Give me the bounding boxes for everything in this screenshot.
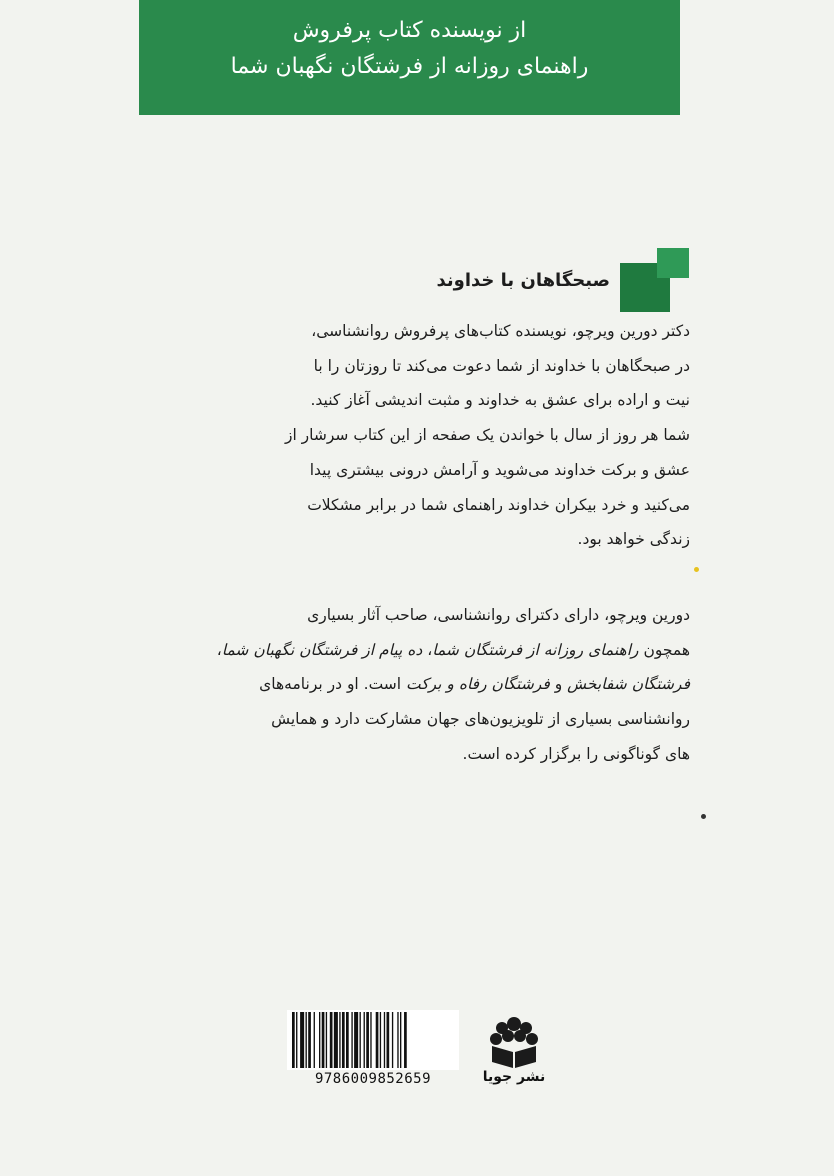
book-title: فرشتگان شفابخش bbox=[567, 675, 690, 694]
section-squares-icon bbox=[620, 248, 690, 312]
banner-line-2: راهنمای روزانه از فرشتگان نگهبان شما bbox=[230, 54, 589, 79]
bio-line: همچون راهنمای روزانه از فرشتگان شما، ده پیام از فرشتگان نگهبان شما، bbox=[216, 640, 690, 659]
barcode-number: 9786009852659 bbox=[314, 1071, 432, 1087]
paragraph-line: در صبحگاهان با خداوند از شما دعوت می‌کند تا روزتان را با bbox=[313, 356, 690, 375]
section-title: صبحگاهان با خداوند bbox=[436, 270, 610, 291]
banner-line-1: از نویسنده کتاب پرفروش bbox=[292, 18, 527, 43]
author-bio-paragraph bbox=[150, 598, 690, 772]
paragraph-line: شما هر روز از سال با خواندن یک صفحه از این کتاب سرشار از bbox=[284, 426, 690, 445]
paragraph-line: زندگی خواهد بود. bbox=[577, 530, 690, 549]
paragraph-line: می‌کنید و خرد بیکران خداوند راهنمای شما در برابر مشکلات bbox=[307, 495, 690, 514]
paragraph-line: دکتر دورین ویرچو، نویسنده کتاب‌های پرفروش روانشناسی، bbox=[311, 322, 690, 340]
bio-line: دورین ویرچو، دارای دکترای روانشناسی، صاحب آثار بسیاری bbox=[307, 606, 690, 624]
book-title: ده پیام از فرشتگان نگهبان شما bbox=[221, 640, 423, 659]
bio-line: های گوناگونی را برگزار کرده است. bbox=[462, 744, 690, 763]
publisher-name: نشر جویا bbox=[482, 1069, 546, 1085]
barcode-bars-icon bbox=[287, 1010, 459, 1070]
book-title: راهنمای روزانه از فرشتگان شما bbox=[432, 640, 639, 659]
book-title: فرشتگان رفاه و برکت bbox=[406, 675, 550, 694]
paragraph-line: عشق و برکت خداوند می‌شوید و آرامش درونی بیشتری پیدا bbox=[309, 460, 690, 479]
barcode bbox=[287, 1010, 459, 1070]
bio-line: روانشناسی بسیاری از تلویزیون‌های جهان مشارکت دارد و همایش bbox=[271, 710, 690, 729]
bio-line: فرشتگان شفابخش و فرشتگان رفاه و برکت است. او در برنامه‌های bbox=[259, 675, 690, 694]
yellow-dot bbox=[694, 567, 699, 572]
header-banner bbox=[139, 0, 680, 115]
description-paragraph bbox=[150, 314, 690, 557]
publisher-logo-icon bbox=[488, 1012, 540, 1070]
paragraph-line: نیت و اراده برای عشق به خداوند و مثبت اندیشی آغاز کنید. bbox=[310, 391, 690, 410]
small-dot bbox=[701, 814, 706, 819]
